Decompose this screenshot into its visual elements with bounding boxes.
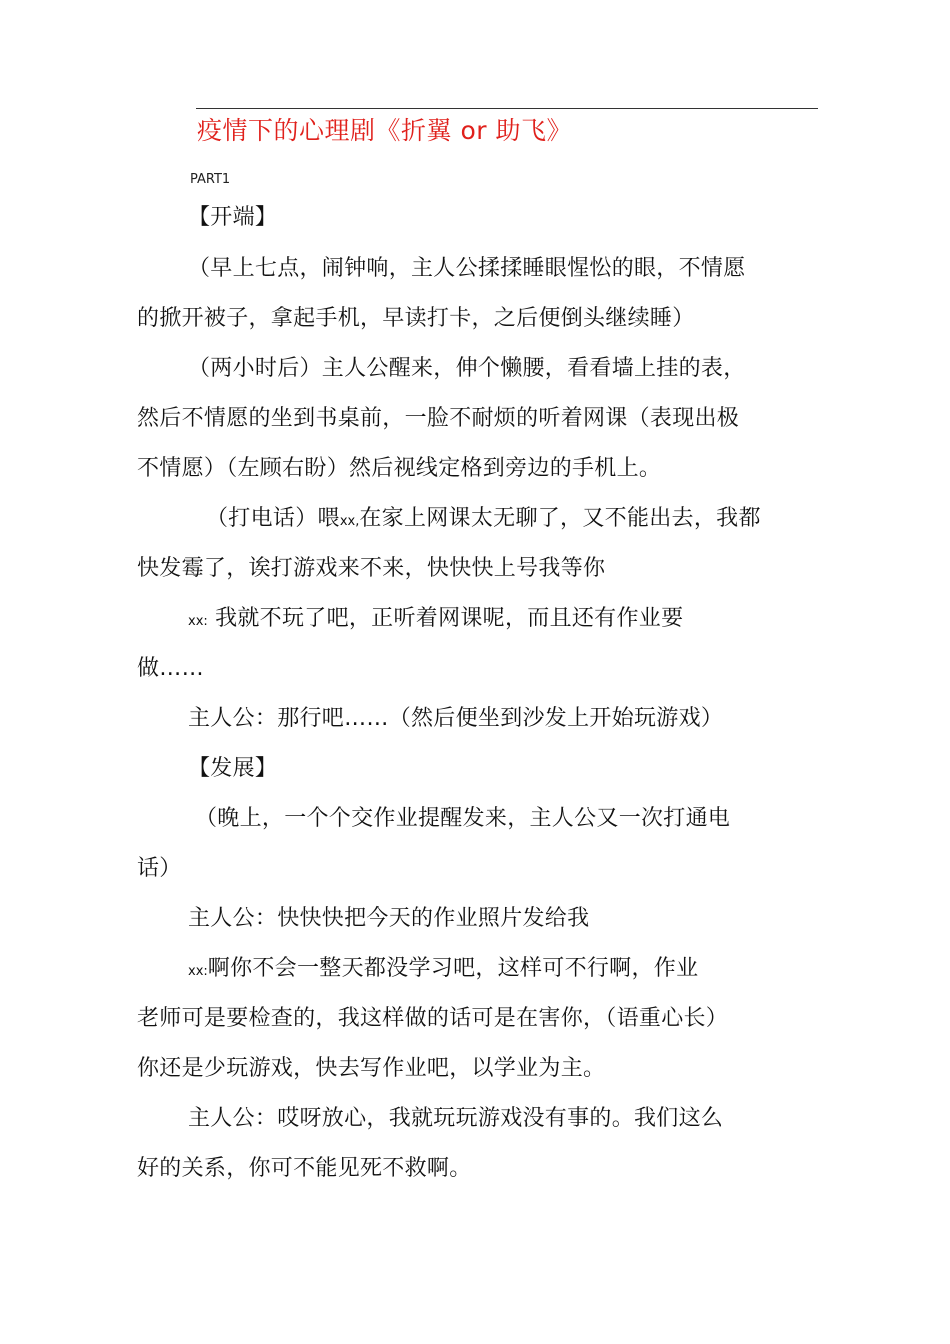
paragraph-2-line-2: 然后不情愿的坐到书桌前，一脸不耐烦的听着网课（表现出极 <box>137 406 740 431</box>
section-heading-start: 【开端】 <box>188 205 278 230</box>
paragraph-3-line-1-end: 在家上网课太无聊了，又不能出去，我都 <box>359 506 761 531</box>
paragraph-4-line-2: 做…… <box>137 656 204 681</box>
speaker-xx-2: xx: <box>188 964 208 979</box>
paragraph-3-line-2: 快发霉了，诶打游戏来不来，快快快上号我等你 <box>137 556 606 581</box>
paragraph-8-line-1 <box>188 953 698 988</box>
paragraph-6-line-1: （晚上，一个个交作业提醒发来，主人公又一次打通电 <box>195 806 731 831</box>
paragraph-6-line-2: 话） <box>137 856 182 881</box>
paragraph-8-line-3: 你还是少玩游戏，快去写作业吧，以学业为主。 <box>137 1056 606 1081</box>
header-rule <box>196 108 818 109</box>
part-label: PART1 <box>190 172 231 187</box>
paragraph-9-line-1: 主人公：哎呀放心，我就玩玩游戏没有事的。我们这么 <box>188 1106 724 1131</box>
paragraph-8-line-2: 老师可是要检查的，我这样做的话可是在害你，（语重心长） <box>137 1006 729 1031</box>
paragraph-4-line-1 <box>188 603 683 638</box>
paragraph-2-line-1: （两小时后）主人公醒来，伸个懒腰，看看墙上挂的表， <box>188 356 746 381</box>
paragraph-9-line-2: 好的关系，你可不能见死不救啊。 <box>137 1156 472 1181</box>
speaker-xx: xx: <box>188 614 208 629</box>
paragraph-1-line-2: 的掀开被子，拿起手机，早读打卡，之后便倒头继续睡） <box>137 306 695 331</box>
paragraph-5: 主人公：那行吧……（然后便坐到沙发上开始玩游戏） <box>188 706 724 731</box>
paragraph-7: 主人公：快快快把今天的作业照片发给我 <box>188 906 590 931</box>
paragraph-4-line-1-text: 我就不玩了吧，正听着网课呢，而且还有作业要 <box>215 606 684 631</box>
section-heading-development: 【发展】 <box>188 756 278 781</box>
paragraph-8-line-1-text: 啊你不会一整天都没学习吧，这样可不行啊，作业 <box>207 956 699 981</box>
document-title: 疫情下的心理剧《折翼 or 助飞》 <box>197 116 572 145</box>
paragraph-3-line-1-start: （打电话）喂 <box>206 506 340 531</box>
paragraph-1-line-1: （早上七点，闹钟响，主人公揉揉睡眼惺忪的眼，不情愿 <box>188 256 746 281</box>
speaker-xx-inline: xx, <box>339 514 360 529</box>
paragraph-2-line-3: 不情愿）（左顾右盼）然后视线定格到旁边的手机上。 <box>137 456 662 481</box>
paragraph-3-line-1 <box>206 503 761 538</box>
